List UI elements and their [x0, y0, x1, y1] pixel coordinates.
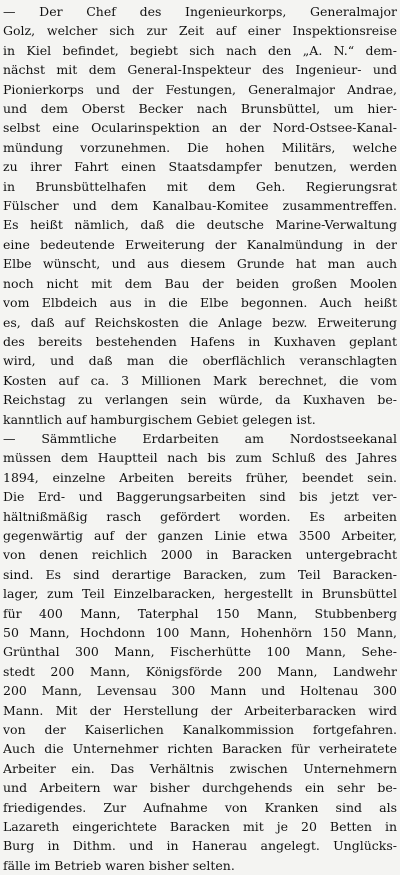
text-line: von denen reichlich 2000 in Baracken untergebracht	[3, 547, 397, 563]
text-line: mündung vorzunehmen. Die hohen Militärs, welche	[3, 139, 397, 155]
text-line: Die Erd- und Baggerungsarbeiten sind bis jetzt ver-	[3, 489, 397, 505]
text-line: noch nicht mit dem Bau der beiden großen Moolen	[3, 275, 397, 291]
article-erdarbeiten	[3, 429, 397, 875]
text-line: von der Kaiserlichen Kanalkommission fortgefahren.	[3, 722, 397, 738]
text-line: in Brunsbüttelhafen mit dem Geh. Regierungsrat	[3, 178, 397, 194]
text-line: in Kiel befindet, begiebt sich nach den „A. N.“ dem-	[3, 42, 397, 58]
text-line: und Arbeitern war bisher durchgehends ein sehr be-	[3, 780, 397, 796]
article-ingenieurkorps	[3, 2, 397, 429]
text-line: Grünthal 300 Mann, Fischerhütte 100 Mann, Sehe-	[3, 644, 397, 660]
text-line: es, daß auf Reichskosten die Anlage bezw. Erweiterung	[3, 314, 397, 330]
text-line: Golz, welcher sich zur Zeit auf einer Inspektionsreise	[3, 23, 397, 39]
text-line: selbst eine Ocularinspektion an der Nord-Ostsee-Kanal-	[3, 120, 397, 136]
text-line: nächst mit dem General-Inspekteur des Ingenieur- und	[3, 62, 397, 78]
text-line: für 400 Mann, Taterphal 150 Mann, Stubbenberg	[3, 605, 397, 621]
text-line: Kosten auf ca. 3 Millionen Mark berechnet, die vom	[3, 372, 397, 388]
text-line: Fülscher und dem Kanalbau-Komitee zusammentreffen.	[3, 198, 397, 214]
text-line: lager, zum Teil Einzelbaracken, hergestellt in Brunsbüttel	[3, 586, 397, 602]
text-line: Es heißt nämlich, daß die deutsche Marine-Verwaltung	[3, 217, 397, 233]
text-line: friedigendes. Zur Aufnahme von Kranken sind als	[3, 799, 397, 815]
text-line: 50 Mann, Hochdonn 100 Mann, Hohenhörn 150 Mann,	[3, 625, 397, 640]
text-line: 200 Mann, Levensau 300 Mann und Holtenau 300	[3, 683, 397, 699]
text-line: sind. Es sind derartige Baracken, zum Teil Baracken-	[3, 566, 397, 582]
text-line: Burg in Dithm. und in Hanerau angelegt. Unglücks-	[3, 838, 397, 854]
text-line: stedt 200 Mann, Königsförde 200 Mann, Landwehr	[3, 663, 397, 679]
text-line: hältnißmäßig rasch gefördert worden. Es arbeiten	[3, 508, 397, 524]
text-line: Reichstag zu verlangen sein würde, da Kuxhaven be-	[3, 392, 397, 408]
text-line: müssen dem Hauptteil nach bis zum Schluß des Jahres	[3, 450, 397, 466]
text-line: Arbeiter ein. Das Verhältnis zwischen Unternehmern	[3, 760, 397, 776]
text-line: Elbe wünscht, und aus diesem Grunde hat man auch	[3, 256, 397, 272]
text-line: Lazareth eingerichtete Baracken mit je 20 Betten in	[3, 819, 397, 835]
text-line: vom Elbdeich aus in die Elbe begonnen. Auch heißt	[3, 295, 397, 311]
text-line: — Der Chef des Ingenieurkorps, Generalmajor	[3, 4, 397, 19]
text-line: wird, und daß man die oberflächlich veranschlagten	[3, 353, 397, 369]
text-line: des bereits bestehenden Hafens in Kuxhaven geplant	[3, 333, 397, 349]
text-line: und dem Oberst Becker nach Brunsbüttel, um hier-	[3, 101, 397, 117]
text-line: fälle im Betrieb waren bisher selten.	[3, 857, 235, 873]
text-line: Auch die Unternehmer richten Baracken für verheiratete	[3, 741, 397, 757]
text-line: Mann. Mit der Herstellung der Arbeiterbaracken wird	[3, 702, 397, 718]
text-line: 1894, einzelne Arbeiten bereits früher, beendet sein.	[3, 469, 397, 485]
text-line: — Sämmtliche Erdarbeiten am Nordostseekanal	[3, 430, 397, 446]
text-line: gegenwärtig auf der ganzen Linie etwa 3500 Arbeiter,	[3, 527, 397, 543]
text-line: zu ihrer Fahrt einen Staatsdampfer benutzen, werden	[3, 159, 397, 175]
text-line: kanntlich auf hamburgischem Gebiet gelegen ist.	[3, 411, 316, 427]
text-line: Pionierkorps und der Festungen, Generalmajor Andrae,	[3, 81, 397, 97]
text-line: eine bedeutende Erweiterung der Kanalmündung in der	[3, 236, 397, 252]
